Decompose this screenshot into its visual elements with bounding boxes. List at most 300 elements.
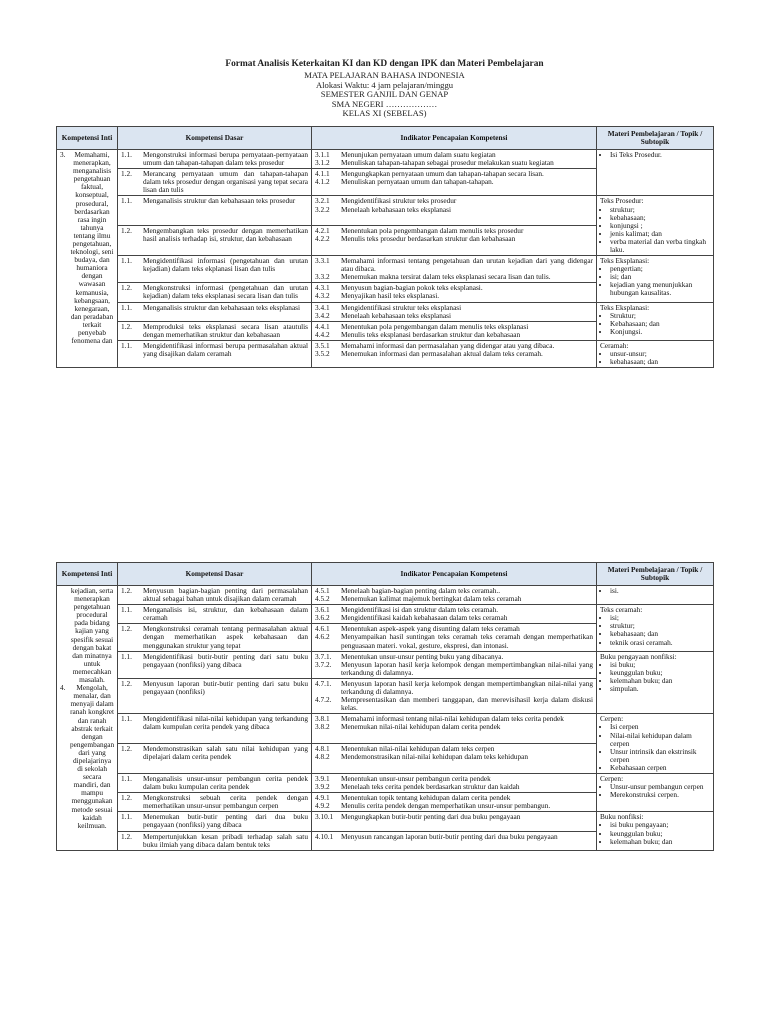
kd-number: 1.1.	[121, 714, 132, 724]
col-header-ipk: Indikator Pencapaian Kompetensi	[312, 126, 597, 149]
kd-cell	[118, 605, 312, 624]
ipk-text: Menyusun rancangan laporan butir-butir penting dari dua buku pengayaan	[341, 831, 558, 841]
ipk-number: 3.4.1	[315, 302, 330, 312]
ipk-number: 4.4.1	[315, 321, 330, 331]
materi-item: • struktur;	[610, 622, 710, 630]
materi-item: • Nilai-nilai kehidupan dalam cerpen	[610, 732, 710, 748]
kd-item	[121, 606, 308, 622]
ipk-text: Menuliskan pernyataan umum dan tahapan-tahapan.	[341, 177, 494, 187]
ipk-item	[315, 753, 593, 761]
ipk-number: 3.7.1.	[315, 651, 332, 661]
col-header-materi: Materi Pembelajaran / Topik / Subtopik	[597, 126, 714, 149]
materi-item: • simpulan.	[610, 685, 710, 693]
table-row	[57, 605, 714, 624]
kd-item	[121, 304, 308, 312]
ipk-number: 3.3.1	[315, 256, 330, 266]
materi-item: • Isi Teks Prosedur.	[610, 151, 710, 159]
ipk-number: 4.5.1	[315, 586, 330, 595]
ipk-text: Menelaah bagian-bagian penting dalam teks ceramah..	[341, 586, 501, 595]
kd-number: 1.2.	[121, 169, 132, 179]
ipk-cell	[312, 283, 597, 302]
ki-number: 4.	[60, 683, 66, 693]
materi-item: • kebahasaan; dan	[610, 358, 710, 366]
ipk-text: Menyusun laporan hasil kerja kelompok dengan mempertimbangkan nilai-nilai yang terkandung di dalamnya.	[341, 678, 593, 697]
table-row	[57, 256, 714, 283]
ipk-item	[315, 292, 593, 300]
materi-item: • keunggulan buku;	[610, 830, 710, 838]
kd-text: Mengkonstruksi informasi (pengetahuan dan urutan kejadian) dalam teks eksplanasi secara lisan dan tulis	[143, 283, 308, 301]
ipk-number: 4.7.1.	[315, 678, 332, 688]
ipk-text: Menelaah kebahasaan teks eksplanasi	[341, 204, 452, 214]
ipk-item	[315, 661, 593, 677]
kd-number: 1.2.	[121, 678, 132, 688]
kd-text: Mengembangkan teks prosedur dengan memerhatikan hasil analisis terhadap isi, struktur, dan kebahasaan	[143, 226, 308, 244]
materi-item: • isi buku pengayaan;	[610, 821, 710, 829]
ipk-text: Mengungkapkan pernyataan umum dan tahapan-tahapan secara lisan.	[341, 169, 544, 179]
kd-item	[121, 587, 308, 603]
kd-item	[121, 680, 308, 696]
materi-list	[600, 151, 710, 159]
kd-item	[121, 715, 308, 731]
ipk-text: Menulis teks eksplanasi berdasarkan struktur dan kebahasaan	[341, 329, 521, 339]
ipk-text: Menulis cerita pendek dengan memperhatikan unsur-unsur pembangun.	[341, 801, 551, 811]
ipk-text: Menentukan pola pengembangan dalam menulis teks prosedur	[341, 226, 524, 236]
materi-item: • Konjungsi.	[610, 328, 710, 336]
ipk-number: 3.7.2.	[315, 659, 332, 669]
materi-cell	[597, 773, 714, 811]
ipk-cell	[312, 149, 597, 168]
col-header-materi: Materi Pembelajaran / Topik / Subtopik	[597, 563, 714, 586]
materi-list	[600, 206, 710, 255]
ipk-item	[315, 833, 593, 841]
time-allocation-line: Alokasi Waktu: 4 jam pelajaran/minggu	[315, 79, 454, 90]
ipk-number: 4.5.2	[315, 594, 330, 604]
materi-cell	[597, 149, 714, 195]
ipk-number: 4.10.1	[315, 831, 334, 841]
kd-item	[121, 813, 308, 829]
kd-text: Mengidentifikasi informasi (pengetahuan dan urutan kejadian) dalam teks ekplanasi lisan dan tulis	[143, 256, 308, 274]
materi-item: • kebahasaan;	[610, 214, 710, 222]
materi-item: • isi;	[610, 614, 710, 622]
kd-cell	[118, 678, 312, 713]
kd-cell	[118, 651, 312, 678]
ipk-text: Menentukan nilai-nilai kehidupan dalam teks cerpen	[341, 744, 495, 754]
ipk-number: 3.4.2	[315, 310, 330, 320]
materi-list	[600, 783, 710, 799]
kd-cell	[118, 149, 312, 168]
ipk-number: 3.1.2	[315, 158, 330, 168]
kd-text: Menganalisis struktur dan kebahasaan teks prosedur	[143, 196, 296, 206]
table-row	[57, 586, 714, 605]
ipk-item	[315, 802, 593, 810]
ipk-number: 3.9.1	[315, 773, 330, 783]
ipk-number: 4.6.1	[315, 624, 330, 634]
ipk-number: 4.7.2.	[315, 695, 332, 705]
kd-text: Mengkonstruksi sebuah cerita pendek dengan memerhatikan unsur-unsur pembangun cerpen	[143, 793, 308, 811]
kd-text: Mempertunjukkan kesan pribadi terhadap salah satu buku ilmiah yang dibaca dalam bentuk teks	[143, 831, 308, 849]
ipk-cell	[312, 812, 597, 831]
kd-item	[121, 342, 308, 358]
kd-cell	[118, 256, 312, 283]
ki-cell	[57, 149, 118, 367]
ipk-number: 3.6.1	[315, 605, 330, 615]
ipk-text: Mengidentifikasi struktur teks eksplanasi	[341, 302, 462, 312]
materi-label: Teks ceramah:	[600, 605, 643, 615]
ipk-cell	[312, 302, 597, 321]
ipk-item	[315, 350, 593, 358]
ipk-cell	[312, 226, 597, 256]
kd-cell	[118, 714, 312, 744]
ipk-text: Mengidentifikasi kaidah kebahasaan dalam teks ceramah	[341, 613, 508, 623]
document-header	[56, 58, 713, 119]
ipk-text: Menuliskan tahapan-tahapan sebagai prosedur melakukan suatu kegiatan	[341, 158, 554, 168]
materi-cell	[597, 256, 714, 302]
kd-cell	[118, 283, 312, 302]
ipk-cell	[312, 256, 597, 283]
materi-cell	[597, 651, 714, 714]
kd-text: Mengkonstruksi ceramah tentang permasalahan aktual dengan memerhatikan aspek kebahasaan dan menggunakan struktur yang tepat	[143, 624, 308, 650]
materi-list	[600, 723, 710, 772]
ipk-number: 4.4.2	[315, 329, 330, 339]
school-line: SMA NEGERI ………………	[331, 98, 438, 109]
ipk-item	[315, 813, 593, 821]
kd-number: 1.1.	[121, 773, 132, 783]
materi-list	[600, 821, 710, 845]
table-row	[57, 302, 714, 321]
ipk-text: Menentukan unsur-unsur penting buku yang dibacanya.	[341, 651, 504, 661]
kd-text: Memproduksi teks eksplanasi secara lisan atautulis dengan memerhatikan struktur dan kebahasaan	[143, 321, 308, 339]
kd-text: Mengidentifikasi informasi berupa permasalahan aktual yang disajikan dalam ceramah	[143, 340, 308, 359]
table-row	[57, 773, 714, 792]
kd-item	[121, 197, 308, 205]
col-header-ki: Kompetensi Inti	[57, 563, 118, 586]
kd-item	[121, 794, 308, 810]
ipk-text: Memahami informasi tentang pengetahuan dan urutan kejadian dari yang didengar atau dibaca.	[341, 256, 593, 274]
materi-label: Cerpen:	[600, 773, 624, 783]
kd-number: 1.2.	[121, 624, 132, 634]
materi-list	[600, 350, 710, 366]
materi-item: • Kebahasaan cerpen	[610, 764, 710, 772]
kd-item	[121, 257, 308, 273]
ipk-cell	[312, 605, 597, 624]
ipk-number: 4.6.2	[315, 632, 330, 642]
ipk-text: Mengidentifikasi struktur teks prosedur	[341, 196, 457, 206]
ipk-text: Menunjukan pernyataan umum dalam suatu kegiatan	[341, 149, 496, 159]
ipk-cell	[312, 624, 597, 651]
ipk-number: 3.9.2	[315, 782, 330, 792]
materi-item: • Kebahasaan; dan	[610, 320, 710, 328]
class-line: KELAS XI (SEBELAS)	[342, 108, 427, 119]
materi-label: Buku pengayaan nonfiksi:	[600, 651, 677, 661]
ipk-cell	[312, 169, 597, 196]
ipk-text: Menyajikan hasil teks eksplanasi.	[341, 291, 440, 301]
ki-number: 3.	[60, 149, 66, 159]
kd-text: Mengidentifikasi nilai-nilai kehidupan yang terkandung dalam kumpulan cerita pendek yang dibaca	[143, 714, 308, 732]
kd-cell	[118, 340, 312, 367]
ki-text-continued: kejadian, serta menerapkan pengetahuan procedural pada bidang kajian yang spesifik sesuai dengan bakat dan minatnya untuk memecahkan masalah.	[70, 586, 114, 685]
analysis-table-1	[56, 126, 714, 368]
kd-text: Menyusun bagian-bagian penting dari permasalahan aktual sebagai bahan untuk disajikan dalam ceramah	[143, 586, 308, 604]
ki-entry	[60, 151, 114, 345]
kd-text: Mengidentifikasi butir-butir penting dari satu buku pengayaan (nonfiksi) yang dibaca	[143, 651, 308, 669]
materi-label: Teks Eksplanasi:	[600, 256, 650, 266]
materi-label: Buku nonfiksi:	[600, 812, 644, 822]
ipk-text: Mengungkapkan butir-butir penting dari dua buku pengayaan	[341, 812, 521, 822]
materi-cell	[597, 714, 714, 774]
ipk-cell	[312, 321, 597, 340]
ipk-number: 4.3.2	[315, 291, 330, 301]
kd-number: 1.1.	[121, 651, 132, 661]
ipk-text: Mengidentifikasi isi dan struktur dalam teks ceramah.	[341, 605, 499, 615]
ipk-item	[315, 206, 593, 214]
kd-text: Merancang pernyataan umum dan tahapan-tahapan dalam teks prosedur dengan organisasi yang tepat secara lisan dan tulis	[143, 169, 308, 195]
table-row	[57, 149, 714, 168]
ipk-text: Memahami informasi tentang nilai-nilai kehidupan dalam teks cerita pendek	[341, 714, 564, 724]
materi-item: • Isi cerpen	[610, 723, 710, 731]
ipk-number: 4.1.2	[315, 177, 330, 187]
ipk-number: 3.1.1	[315, 149, 330, 159]
materi-list	[600, 614, 710, 646]
ipk-number: 4.1.1	[315, 169, 330, 179]
kd-item	[121, 151, 308, 167]
ipk-text: Menyusun bagian-bagian pokok teks eksplanasi.	[341, 283, 483, 293]
kd-cell	[118, 226, 312, 256]
semester-line: SEMESTER GANJIL DAN GENAP	[320, 89, 449, 100]
ipk-item	[315, 273, 593, 281]
ipk-text: Menentukan unsur-unsur pembangun cerita pendek	[341, 773, 491, 783]
ipk-number: 4.2.1	[315, 226, 330, 236]
page-2	[56, 562, 713, 851]
ipk-text: Mendemonstrasikan nilai-nilai kehidupan dalam teks kehidupan	[341, 752, 529, 762]
ipk-text: Memahami informasi dan permasalahan yang didengar atau yang dibaca.	[341, 340, 555, 350]
ipk-item	[315, 178, 593, 186]
kd-number: 1.2.	[121, 226, 132, 236]
kd-item	[121, 323, 308, 339]
ipk-cell	[312, 586, 597, 605]
ipk-number: 3.3.2	[315, 272, 330, 282]
table-row	[57, 651, 714, 678]
ipk-cell	[312, 831, 597, 850]
ipk-text: Menemukan informasi dan permasalahan aktual dalam teks ceramah.	[341, 349, 543, 359]
ipk-item	[315, 723, 593, 731]
ipk-item	[315, 159, 593, 167]
ipk-item	[315, 633, 593, 649]
materi-item: • Unsur-unsur pembangun cerpen	[610, 783, 710, 791]
ipk-number: 4.8.1	[315, 744, 330, 754]
kd-number: 1.2.	[121, 586, 132, 595]
ipk-item	[315, 312, 593, 320]
kd-number: 1.1.	[121, 605, 132, 615]
col-header-kd: Kompetensi Dasar	[118, 126, 312, 149]
kd-item	[121, 227, 308, 243]
materi-list	[600, 265, 710, 297]
ipk-number: 3.5.1	[315, 340, 330, 350]
kd-cell	[118, 831, 312, 850]
kd-cell	[118, 793, 312, 812]
kd-text: Mengonstruksi informasi berupa pernyataan-pernyataan umum dan tahapan-tahapan dalam teks prosedur	[143, 149, 308, 168]
kd-cell	[118, 302, 312, 321]
kd-cell	[118, 169, 312, 196]
kd-item	[121, 625, 308, 649]
kd-item	[121, 653, 308, 669]
ipk-cell	[312, 678, 597, 713]
kd-text: Mendemonstrasikan salah satu nilai kehidupan yang dipelajari dalam cerita pendek	[143, 744, 308, 762]
materi-item: • teknik orasi ceramah.	[610, 639, 710, 647]
materi-cell	[597, 605, 714, 651]
materi-label: Ceramah:	[600, 340, 629, 350]
kd-number: 1.2.	[121, 744, 132, 754]
table-row	[57, 812, 714, 831]
materi-item: • Merekonstruksi cerpen.	[610, 791, 710, 799]
ipk-number: 4.9.2	[315, 801, 330, 811]
kd-number: 1.2.	[121, 831, 132, 841]
ipk-number: 3.8.1	[315, 714, 330, 724]
kd-cell	[118, 773, 312, 792]
kd-number: 1.1.	[121, 340, 132, 350]
materi-cell	[597, 302, 714, 340]
ipk-item	[315, 331, 593, 339]
kd-cell	[118, 196, 312, 226]
ipk-text: Menemukan kalimat majemuk bertingkat dalam teks ceramah	[341, 594, 522, 604]
ipk-number: 3.5.2	[315, 349, 330, 359]
ipk-item	[315, 595, 593, 603]
col-header-ki: Kompetensi Inti	[57, 126, 118, 149]
materi-item: • Struktur;	[610, 312, 710, 320]
materi-item: • konjungsi ;	[610, 222, 710, 230]
ipk-text: Menelaah kebahasaan teks eksplanasi	[341, 310, 452, 320]
ipk-text: Menemukan makna tersirat dalam teks eksplanasi secara lisan dan tulis.	[341, 272, 551, 282]
ipk-number: 3.2.1	[315, 196, 330, 206]
kd-number: 1.1.	[121, 812, 132, 822]
ipk-item	[315, 680, 593, 696]
kd-number: 1.1.	[121, 256, 132, 266]
ki-text: Memahami, menerapkan, menganalisis pengetahuan faktual, konseptual, prosedural, berdasarkan rasa ingin tahunya tentang ilmu pengetahuan, teknologi, seni budaya, dan humaniora dengan wawasan kemanusia, kebangsaan, kenegaraan, dan peradaban terkait penyebab fenomena dan	[70, 149, 114, 346]
kd-item	[121, 284, 308, 300]
ipk-text: Mempresentasikan dan memberi tanggapan, dan merevisihasil kerja dalam diskusi kelas.	[341, 695, 593, 713]
col-header-ipk: Indikator Pencapaian Kompetensi	[312, 563, 597, 586]
subject-line: MATA PELAJARAN BAHASA INDONESIA	[304, 70, 465, 80]
kd-number: 1.1.	[121, 196, 132, 206]
ipk-item	[315, 614, 593, 622]
ipk-cell	[312, 793, 597, 812]
materi-list	[600, 312, 710, 336]
document-title: Format Analisis Keterkaitan KI dan KD dengan IPK dan Materi Pembelajaran	[225, 59, 544, 69]
ipk-number: 4.9.1	[315, 793, 330, 803]
ipk-number: 4.3.1	[315, 283, 330, 293]
kd-cell	[118, 744, 312, 774]
materi-cell	[597, 812, 714, 850]
materi-item: • kelemahan buku; dan	[610, 838, 710, 846]
ipk-text: Menentukan topik tentang kehidupan dalam cerita pendek	[341, 793, 511, 803]
ki-entry	[60, 684, 114, 830]
kd-item	[121, 833, 308, 849]
ipk-item	[315, 257, 593, 273]
ipk-cell	[312, 196, 597, 226]
materi-item: • kebahasaan; dan	[610, 630, 710, 638]
materi-item: • keunggulan buku;	[610, 669, 710, 677]
kd-item	[121, 775, 308, 791]
ipk-cell	[312, 773, 597, 792]
materi-item: • pengertian;	[610, 265, 710, 273]
ipk-text: Menelaah teks cerita pendek berdasarkan struktur dan kaidah	[341, 782, 520, 792]
kd-cell	[118, 586, 312, 605]
kd-item	[121, 170, 308, 194]
kd-number: 1.1.	[121, 302, 132, 312]
ipk-number: 3.8.2	[315, 722, 330, 732]
col-header-kd: Kompetensi Dasar	[118, 563, 312, 586]
table-row	[57, 714, 714, 744]
kd-number: 1.2.	[121, 283, 132, 293]
kd-cell	[118, 812, 312, 831]
materi-item: • isi buku;	[610, 661, 710, 669]
table-row	[57, 340, 714, 367]
materi-label: Cerpen:	[600, 714, 624, 724]
kd-number: 1.2.	[121, 793, 132, 803]
kd-number: 1.2.	[121, 321, 132, 331]
kd-text: Menganalisis struktur dan kebahasaan teks eksplanasi	[143, 302, 301, 312]
kd-item	[121, 745, 308, 761]
materi-cell	[597, 340, 714, 367]
ipk-cell	[312, 744, 597, 774]
ipk-text: Menentukan aspek-aspek yang disunting dalam teks ceramah	[341, 624, 520, 634]
materi-item: • verba material dan verba tingkah laku.	[610, 238, 710, 254]
materi-item: • jenis kalimat; dan	[610, 230, 710, 238]
kd-text: Menganalisis unsur-unsur pembangun cerita pendek dalam buku kumpulan cerita pendek	[143, 773, 308, 792]
ipk-text: Menyampaikan hasil suntingan teks ceramah teks ceramah dengan memperhatikan penguasaan materi. vokal, gesture, ekspresi, dan intonasi.	[341, 632, 593, 650]
materi-list	[600, 587, 710, 595]
kd-number: 1.1.	[121, 149, 132, 159]
ipk-text: Menentukan pola pengembangan dalam menulis teks eksplanasi	[341, 321, 529, 331]
kd-text: Menganalisis isi, struktur, dan kebahasaan dalam ceramah	[143, 605, 308, 623]
ipk-item	[315, 783, 593, 791]
ipk-text: Menulis teks prosedur berdasarkan struktur dan kebahasaan	[341, 234, 516, 244]
ipk-number: 3.2.2	[315, 204, 330, 214]
ipk-text: Menemukan nilai-nilai kehidupan dalam cerita pendek	[341, 722, 501, 732]
ipk-item	[315, 235, 593, 243]
materi-item: • Unsur intrinsik dan ekstrinsik cerpen	[610, 748, 710, 764]
ki-cell	[57, 586, 118, 851]
materi-list	[600, 661, 710, 693]
materi-item: • isi.	[610, 587, 710, 595]
ipk-cell	[312, 714, 597, 744]
ipk-number: 3.10.1	[315, 812, 334, 822]
analysis-table-2	[56, 562, 714, 851]
kd-text: Menyusun laporan butir-butir penting dari satu buku pengayaan (nonfiksi)	[143, 678, 308, 697]
ipk-number: 4.2.2	[315, 234, 330, 244]
ipk-cell	[312, 651, 597, 678]
materi-item: • struktur;	[610, 206, 710, 214]
materi-label: Teks Prosedur:	[600, 196, 644, 206]
ipk-cell	[312, 340, 597, 367]
ipk-text: Menyusun laporan hasil kerja kelompok dengan mempertimbangkan nilai-nilai yang terkandung di dalamnya.	[341, 659, 593, 677]
kd-text: Menemukan butir-butir penting dari dua buku pengayaan (nonfiksi) yang dibaca	[143, 812, 308, 830]
materi-item: • isi; dan	[610, 273, 710, 281]
page-1	[56, 58, 713, 368]
materi-label: Teks Eksplanasi:	[600, 302, 650, 312]
table-row	[57, 196, 714, 226]
materi-cell	[597, 586, 714, 605]
kd-cell	[118, 321, 312, 340]
kd-cell	[118, 624, 312, 651]
materi-item: • kelemahan buku; dan	[610, 677, 710, 685]
ipk-item	[315, 696, 593, 712]
ipk-number: 3.6.2	[315, 613, 330, 623]
ki-text: Mengolah, menalar, dan menyaji dalam ranah kongkret dan ranah abstrak terkait dengan pengembangan dari yang dipelajarinya di sekolah secara mandiri, dan mampu menggunakan metode sesuai kaidah keilmuan.	[70, 683, 115, 830]
materi-item: • unsur-unsur;	[610, 350, 710, 358]
ipk-number: 4.8.2	[315, 752, 330, 762]
materi-cell	[597, 196, 714, 256]
materi-item: • kejadian yang menunjukkan hubungan kausalitas.	[610, 281, 710, 297]
